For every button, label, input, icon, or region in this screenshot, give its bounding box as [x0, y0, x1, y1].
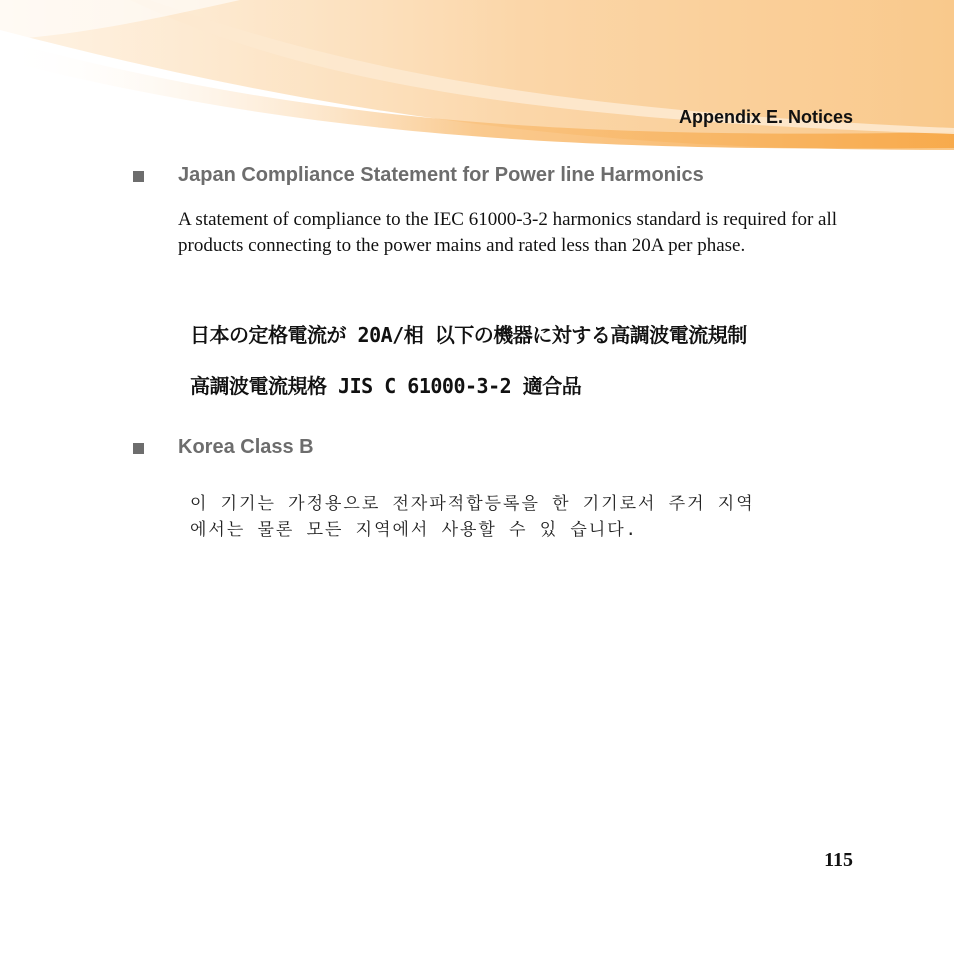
japanese-statement-line-1: 日本の定格電流が 20A/相 以下の機器に対する高調波電流規制 — [190, 323, 747, 347]
section-heading-korea: Korea Class B — [178, 436, 314, 458]
header-banner — [0, 0, 954, 160]
korean-statement-line-1: 이 기기는 가정용으로 전자파적합등록을 한 기기로서 주거 지역 — [190, 494, 755, 514]
chapter-title: Appendix E. Notices — [678, 107, 853, 127]
korean-statement-line-2: 에서는 물론 모든 지역에서 사용할 수 있 습니다. — [190, 520, 638, 540]
japanese-statement-line-2: 高調波電流規格 JIS C 61000-3-2 適合品 — [190, 374, 582, 398]
page-number: 115 — [824, 849, 853, 871]
bullet-square-icon — [133, 443, 144, 454]
section-body-japan: A statement of compliance to the IEC 61000-3-2 harmonics standard is required for all products connecting to the power mains and rated less than 20A per phase. — [178, 209, 838, 256]
section-heading-japan: Japan Compliance Statement for Power line Harmonics — [178, 164, 704, 186]
bullet-square-icon — [133, 171, 144, 182]
